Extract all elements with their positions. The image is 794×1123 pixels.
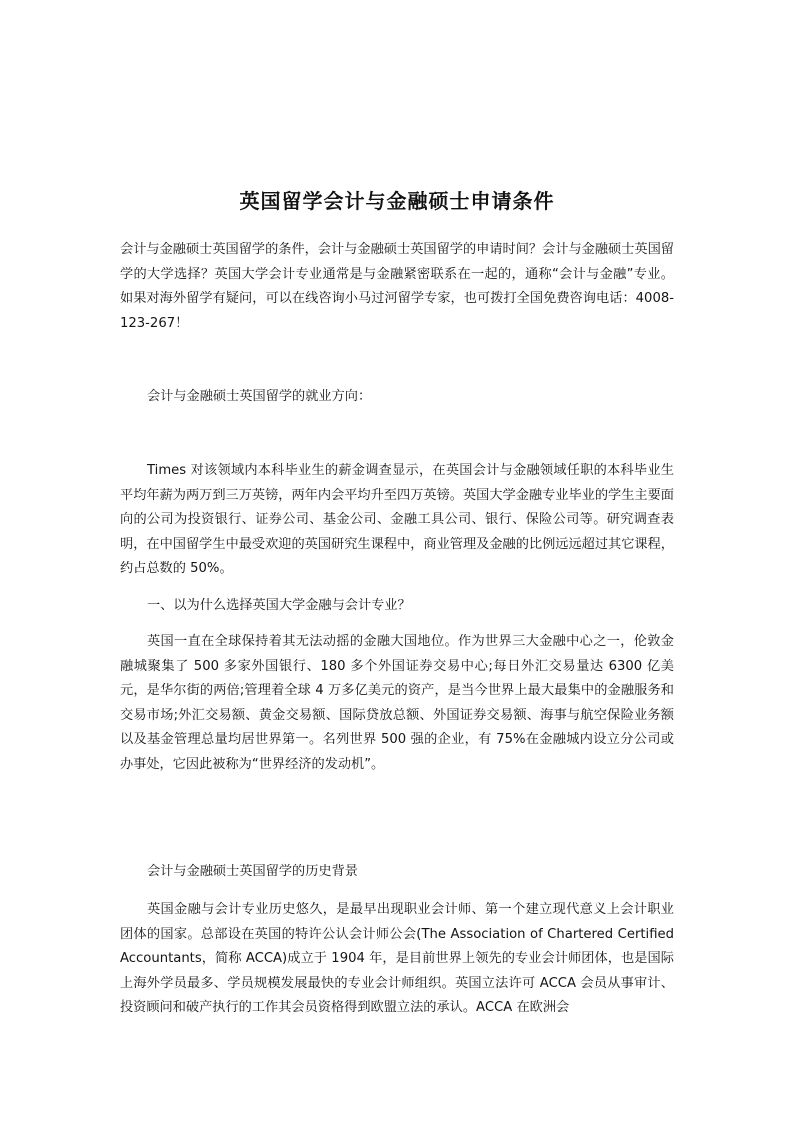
intro-paragraph: 会计与金融硕士英国留学的条件，会计与金融硕士英国留学的申请时间？会计与金融硕士英国留学的大学选择？英国大学会计专业通常是与金融紧密联系在一起的，通称“会计与金融”专业。如果对海外留学有疑问，可以在线咨询小马过河留学专家，也可拨打全国免费咨询电话：4008-123-267！ [120, 242, 674, 331]
london-finance-paragraph: 英国一直在全球保持着其无法动摇的金融大国地位。作为世界三大金融中心之一，伦敦金融城聚集了 500 多家外国银行、180 多个外国证券交易中心;每日外汇交易量达 6300 亿美元，是华尔街的两倍;管理着全球 4 万多亿美元的资产，是当今世界上最大最集中的金融服务和交易市场;外汇交易额、黄金交易额、国际贷放总额、外国证券交易额、海事与航空保险业务额以及基金管理总量均居世界第一。名列世界 500 强的企业，有 75%在金融城内设立分公司或办事处，它因此被称为“世界经济的发动机”。 [120, 634, 674, 772]
times-survey-paragraph: Times 对该领域内本科毕业生的薪金调查显示，在英国会计与金融领域任职的本科毕业生平均年薪为两万到三万英镑，两年内会平均升至四万英镑。英国大学金融专业毕业的学生主要面向的公司为投资银行、证券公司、基金公司、金融工具公司、银行、保险公司等。研究调查表明，在中国留学生中最受欢迎的英国研究生课程中，商业管理及金融的比例远远超过其它课程，约占总数的 50%。 [120, 463, 674, 577]
employment-heading: 会计与金融硕士英国留学的就业方向： [147, 389, 372, 404]
history-paragraph: 英国金融与会计专业历史悠久，是最早出现职业会计师、第一个建立现代意义上会计职业团体的国家。总部设在英国的特许公认会计师公会(The Association of Chartered Certified Accountants，简称 ACCA)成立于 1904 年，是目前世界上领先的专业会计师团体，也是国际上海外学员最多、学员规模发展最快的专业会计师组织。英国立法许可 ACCA 会员从事审计、投资顾问和破产执行的工作其会员资格得到欧盟立法的承认。ACCA 在欧洲会 [120, 902, 674, 1016]
question-one-heading: 一、以为什么选择英国大学金融与会计专业？ [147, 598, 411, 613]
document-title: 英国留学会计与金融硕士申请条件 [239, 189, 555, 213]
history-heading: 会计与金融硕士英国留学的历史背景 [147, 864, 358, 879]
